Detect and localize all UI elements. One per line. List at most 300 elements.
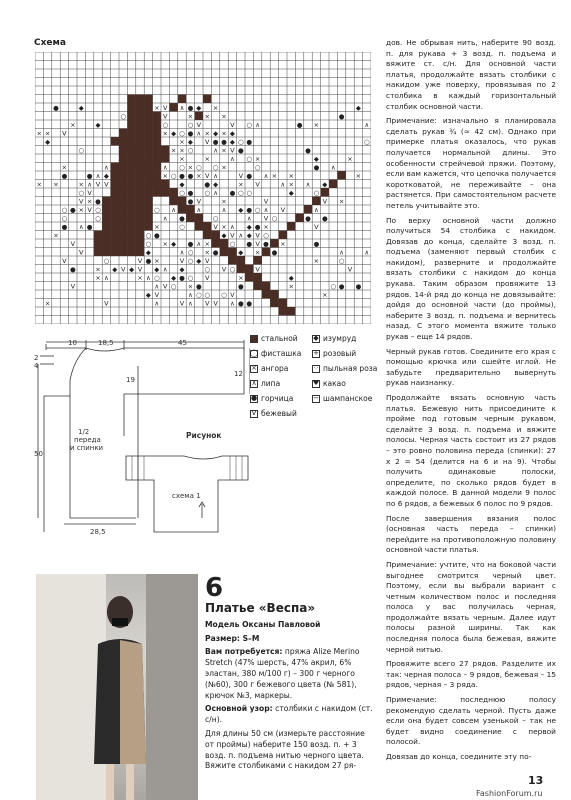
svg-text:∧: ∧ (196, 206, 202, 214)
dim-19: 19 (126, 376, 135, 384)
paragraph: Примечание: изначально я планировала сделать рукав ¾ (≈ 42 см). Однако при примерке платья оказалось, что рукав получается нормальной длины. Это особенности стрейчевой пряжи. Поэтому, если вам кажется, что цепочка получается коротковатой, не переживайте – она растянется. При самостоятельном расчете петель учитывайте это. (386, 116, 556, 210)
svg-text:×: × (162, 129, 168, 138)
svg-text:●: ● (313, 240, 320, 248)
legend-label: липа (261, 379, 281, 388)
svg-text:●: ● (69, 265, 76, 274)
svg-text:○: ○ (195, 163, 202, 172)
svg-text:◆: ◆ (171, 274, 177, 282)
svg-text:●: ● (195, 282, 202, 291)
svg-text:○: ○ (61, 214, 68, 223)
svg-text:●: ● (187, 104, 194, 112)
svg-text:×: × (204, 129, 210, 138)
svg-text:○: ○ (179, 163, 185, 172)
svg-text:V: V (196, 121, 202, 129)
svg-text:V: V (87, 189, 92, 197)
svg-text:×: × (221, 223, 227, 231)
materials-label: Вам потребуется: (205, 647, 283, 657)
svg-text:∧: ∧ (364, 121, 370, 129)
svg-text:◆: ◆ (112, 265, 118, 274)
svg-text:○: ○ (212, 214, 219, 223)
svg-text:●: ● (61, 172, 68, 180)
svg-text:×: × (280, 240, 286, 248)
svg-text:V: V (263, 197, 269, 206)
svg-text:×: × (204, 112, 210, 121)
pattern-label: Основной узор: (205, 704, 273, 714)
legend-label: шампанское (323, 394, 373, 403)
dot-icon: ● (250, 394, 258, 402)
svg-text:×: × (44, 129, 51, 138)
svg-text:V: V (62, 129, 67, 138)
svg-text:●: ● (305, 146, 311, 155)
legend-item (250, 409, 297, 418)
paragraph: Черный рукав готов. Соедините его края с помощью крючка или сшейте иглой. Не забудьте предварительно вывернуть рукав наизнанку. (386, 346, 556, 388)
svg-text:V: V (204, 138, 210, 146)
legend-item (312, 349, 356, 358)
legend-swatch-icon (250, 335, 258, 343)
legend-item (312, 334, 356, 343)
svg-text:×: × (288, 172, 294, 180)
svg-text:V: V (137, 257, 143, 265)
svg-text:●: ● (246, 172, 253, 180)
svg-text:×: × (221, 129, 227, 138)
svg-text:◆: ◆ (322, 180, 328, 189)
svg-text:●: ● (254, 223, 261, 231)
svg-text:○: ○ (187, 274, 194, 282)
legend-item (250, 394, 293, 403)
svg-text:×: × (221, 197, 227, 206)
svg-text:∧: ∧ (230, 299, 235, 308)
svg-text:○: ○ (246, 121, 253, 129)
svg-text:○: ○ (95, 206, 101, 214)
dim-45: 45 (178, 339, 187, 347)
svg-text:○: ○ (61, 206, 68, 214)
legend-label: фисташка (261, 349, 302, 358)
intro-text: Для длины 50 см (измерьте расстояние от проймы) наберите 150 возд. п. + 3 возд. п. подъема нитью черного цвета. Вяжите столбиками с накидом 27 ря- (205, 728, 365, 771)
svg-text:○: ○ (204, 265, 211, 274)
svg-text:×: × (154, 104, 160, 112)
svg-text:×: × (204, 248, 210, 257)
diamond-icon: ◆ (313, 334, 319, 342)
ring-icon: ◯ (250, 349, 258, 357)
svg-text:○: ○ (78, 189, 85, 197)
svg-text:×: × (254, 155, 261, 163)
svg-text:○: ○ (254, 163, 261, 172)
dim-18-5: 18,5 (98, 339, 114, 347)
svg-text:∧: ∧ (179, 104, 185, 112)
svg-text:×: × (187, 282, 194, 291)
svg-text:V: V (179, 257, 185, 265)
svg-text:∧: ∧ (238, 231, 244, 240)
svg-text:×: × (137, 274, 143, 282)
svg-text:●: ● (212, 138, 219, 146)
svg-text:×: × (162, 240, 168, 248)
svg-text:∧: ∧ (95, 172, 101, 180)
dim-2: 2 (34, 354, 39, 362)
svg-text:◆: ◆ (238, 248, 244, 257)
svg-text:∧: ∧ (78, 223, 84, 231)
svg-text:∧: ∧ (196, 240, 202, 248)
svg-text:×: × (221, 163, 227, 172)
svg-text:◆: ◆ (145, 248, 151, 257)
svg-text:∧: ∧ (263, 206, 269, 214)
legend-label: ангора (261, 364, 289, 373)
model-photo (36, 574, 198, 800)
svg-text:○: ○ (179, 129, 185, 138)
svg-text:●: ● (355, 282, 362, 291)
dim-10: 10 (68, 339, 77, 347)
materials-text: пряжа Alize Merino Stretch (47% шерсть, 47% акрил, 6% эластан, 380 м/100 г) – 300 г черного (№60), 300 г бежевого цвета (№ 581), крючок №3, маркеры. (205, 647, 360, 700)
svg-text:V: V (204, 299, 210, 308)
svg-text:●: ● (86, 223, 93, 231)
model-number: 6 (205, 573, 224, 603)
svg-text:×: × (154, 257, 160, 265)
plus-icon: + (313, 349, 319, 357)
svg-text:○: ○ (338, 257, 345, 265)
svg-text:●: ● (204, 180, 211, 189)
svg-text:◆: ◆ (238, 206, 244, 214)
svg-text:V: V (104, 299, 109, 308)
v-icon: V (251, 409, 257, 417)
model-title: Платье «Веспа» (205, 601, 316, 615)
legend-label: бежевый (261, 409, 297, 418)
svg-text:×: × (204, 240, 210, 248)
schema-title: Схема (34, 38, 66, 48)
legend-label: какао (323, 379, 346, 388)
svg-text:∧: ∧ (280, 180, 286, 189)
svg-text:V: V (204, 274, 210, 282)
svg-text:●: ● (179, 172, 185, 180)
svg-text:●: ● (212, 248, 219, 257)
legend-item (250, 364, 288, 373)
svg-text:○: ○ (237, 189, 244, 197)
legend-item (312, 379, 346, 388)
svg-text:×: × (179, 146, 185, 155)
svg-text:V: V (322, 197, 328, 206)
svg-text:○: ○ (187, 121, 194, 129)
svg-text:×: × (95, 274, 101, 282)
paragraph: дов. Не обрывая нить, наберите 90 возд. п. для рукава + 3 возд. п. подъема и вяжите ст. с/н. Для основной части платья, продолжайте вязать столбики с накидом уже поверху, провязывая по 2 столбика в каждый горизонтальный столбик основной части. (386, 38, 556, 111)
svg-text:∧: ∧ (221, 206, 227, 214)
svg-text:●: ● (338, 112, 345, 121)
svg-text:●: ● (305, 214, 311, 223)
paragraph: Провяжите всего 27 рядов. Разделите их так: черная полоса – 9 рядов, бежевая – 15 рядов, черная – 3 ряда. (386, 659, 556, 690)
svg-text:●: ● (246, 206, 253, 214)
svg-text:○: ○ (78, 146, 85, 155)
svg-text:○: ○ (170, 172, 177, 180)
svg-text:V: V (238, 172, 244, 180)
svg-text:○: ○ (313, 189, 320, 197)
svg-text:V: V (78, 197, 84, 206)
svg-text:◆: ◆ (179, 180, 185, 189)
svg-text:●: ● (271, 248, 278, 257)
svg-text:×: × (238, 274, 244, 282)
paragraph: Продолжайте вязать основную часть платья. Бежевую нить присоедините к пройме под готовым черным рукавом, сделайте 3 возд. п. подъема и вяжите полосы. Черная часть состоит из 27 рядов – это ровно половина переда (спинки): 27 х 2 = 54 (делится на 6 и на 9). Чтобы получить одинаковые полоски, определите, по сколько рядов будет в каждой полосе. В данной модели 9 полос по 6 рядов, а бежевых 6 полос по 9 рядов. (386, 393, 556, 508)
svg-text:V: V (162, 282, 168, 291)
svg-text:◆: ◆ (229, 138, 235, 146)
svg-text:V: V (154, 291, 160, 299)
svg-text:○: ○ (120, 112, 127, 121)
svg-text:∧: ∧ (213, 146, 218, 155)
svg-text:◆: ◆ (154, 265, 160, 274)
svg-text:×: × (53, 180, 59, 189)
svg-text:●: ● (296, 121, 303, 129)
svg-text:×: × (322, 291, 328, 299)
svg-text:V: V (213, 223, 218, 231)
svg-text:◆: ◆ (246, 231, 252, 240)
svg-text:×: × (196, 172, 202, 180)
svg-text:◆: ◆ (103, 172, 109, 180)
svg-text:○: ○ (229, 265, 236, 274)
svg-text:◆: ◆ (187, 138, 193, 146)
pattern-text: столбики с накидом (ст. с/н). (205, 704, 373, 725)
svg-text:×: × (313, 121, 320, 129)
svg-text:●: ● (86, 172, 93, 180)
svg-text:○: ○ (330, 282, 337, 291)
svg-text:∧: ∧ (162, 163, 168, 172)
svg-text:∧: ∧ (230, 223, 235, 231)
svg-text:●: ● (338, 282, 345, 291)
legend-item (250, 349, 301, 358)
legend-label: пыльная роза (323, 364, 378, 373)
svg-text:∧: ∧ (87, 180, 92, 189)
svg-text:∧: ∧ (179, 248, 185, 257)
svg-text:◆: ◆ (145, 291, 151, 299)
svg-text:◆: ◆ (221, 231, 227, 240)
svg-text:×: × (36, 129, 42, 138)
svg-text:V: V (70, 240, 76, 248)
svg-text:×: × (204, 155, 210, 163)
svg-text:∧: ∧ (162, 214, 168, 223)
svg-text:◆: ◆ (355, 104, 361, 112)
svg-text:○: ○ (254, 206, 261, 214)
svg-text:×: × (212, 104, 219, 112)
svg-text:●: ● (187, 129, 194, 138)
svg-text:×: × (347, 155, 353, 163)
scheme-label: схема 1 (172, 492, 201, 500)
svg-text:V: V (70, 282, 76, 291)
svg-text:×: × (78, 206, 84, 214)
svg-text:∧: ∧ (213, 189, 218, 197)
svg-text:×: × (179, 155, 185, 163)
svg-text:●: ● (313, 163, 320, 172)
legend-label: изумруд (323, 334, 357, 343)
svg-text:◆: ◆ (171, 129, 177, 138)
svg-text:V: V (62, 257, 67, 265)
svg-text:●: ● (321, 214, 328, 223)
svg-text:○: ○ (237, 138, 244, 146)
svg-text:◆: ◆ (213, 129, 219, 138)
svg-text:×: × (162, 172, 168, 180)
svg-text:V: V (87, 206, 92, 214)
svg-text:○: ○ (271, 214, 278, 223)
svg-text:∧: ∧ (339, 248, 344, 257)
svg-text:○: ○ (363, 138, 370, 146)
svg-text:○: ○ (103, 257, 110, 265)
svg-text:∧: ∧ (188, 291, 193, 299)
svg-text:∧: ∧ (330, 163, 336, 172)
garment-pattern (34, 336, 250, 536)
svg-text:●: ● (69, 206, 76, 214)
svg-text:V: V (120, 265, 126, 274)
legend-label: стальной (261, 334, 298, 343)
svg-text:×: × (70, 121, 76, 129)
svg-text:◆: ◆ (229, 129, 235, 138)
svg-text:V: V (213, 299, 218, 308)
svg-text:×: × (338, 197, 345, 206)
svg-text:×: × (170, 146, 177, 155)
svg-text:○: ○ (187, 146, 194, 155)
svg-text:○: ○ (187, 257, 194, 265)
knitting-chart (35, 52, 371, 324)
legend-label: розовый (323, 349, 357, 358)
dash-icon: − (313, 394, 319, 402)
svg-text:×: × (95, 265, 101, 274)
svg-text:×: × (154, 223, 160, 231)
main-pattern (205, 704, 373, 726)
svg-text:V: V (280, 206, 286, 214)
svg-text:○: ○ (162, 121, 169, 129)
lambda-icon: ∧ (251, 379, 257, 387)
cross-icon: × (251, 364, 257, 372)
svg-text:○: ○ (229, 240, 236, 248)
svg-text:○: ○ (95, 214, 101, 223)
svg-text:●: ● (263, 240, 269, 248)
svg-text:◆: ◆ (45, 138, 51, 146)
svg-text:○: ○ (204, 189, 211, 197)
svg-text:◆: ◆ (288, 274, 294, 282)
svg-text:○: ○ (153, 274, 160, 282)
paragraph: Примечание: учтите, что на боковой части выгоднее смотрится черный цвет. Поэтому, если вы выбрали вариант с четным количеством полос и последняя полоса у вас получилась черная, продолжайте вязать черным. Далее идут полосы разной ширины. Так как последняя полоса была бежевая, вяжите черной нитью. (386, 559, 556, 654)
svg-text:●: ● (221, 138, 227, 146)
svg-text:∧: ∧ (364, 248, 370, 257)
svg-text:V: V (204, 172, 210, 180)
svg-text:◆: ◆ (313, 155, 319, 163)
legend-item (312, 364, 377, 373)
svg-text:●: ● (61, 223, 68, 231)
svg-text:V: V (95, 180, 101, 189)
svg-text:V: V (255, 180, 260, 189)
svg-text:×: × (288, 180, 294, 189)
svg-text:●: ● (145, 257, 152, 265)
svg-text:×: × (221, 146, 227, 155)
svg-text:∧: ∧ (213, 172, 218, 180)
svg-text:◆: ◆ (171, 240, 177, 248)
svg-text:∧: ∧ (154, 299, 160, 308)
dim-50: 50 (34, 450, 43, 458)
paragraph: После завершения вязания полос (основная часть переда – спинки) перейдите на противоположную половину основной части платья. (386, 513, 556, 555)
svg-text:●: ● (187, 197, 194, 206)
paragraph: Довязав до конца, соедините эту по- (386, 752, 532, 761)
instructions-column (386, 38, 556, 767)
svg-text:×: × (313, 257, 320, 265)
svg-text:●: ● (187, 172, 194, 180)
svg-text:●: ● (246, 240, 253, 248)
svg-text:●: ● (153, 231, 160, 240)
svg-text:●: ● (237, 146, 244, 155)
model-size: Размер: S–M (205, 633, 260, 643)
svg-text:×: × (263, 223, 269, 231)
svg-text:○: ○ (246, 189, 253, 197)
svg-text:◆: ◆ (95, 121, 101, 129)
svg-text:○: ○ (179, 223, 185, 231)
svg-text:V: V (314, 223, 319, 231)
svg-text:V: V (162, 112, 168, 121)
svg-text:∧: ∧ (104, 163, 109, 172)
half-label-3: и спинки (70, 444, 104, 452)
svg-text:●: ● (187, 240, 194, 248)
svg-text:V: V (255, 265, 260, 274)
half-label-2: переда (74, 436, 101, 444)
svg-text:○: ○ (145, 240, 152, 248)
svg-text:×: × (187, 163, 194, 172)
svg-text:●: ● (179, 214, 185, 223)
svg-text:○: ○ (179, 189, 185, 197)
svg-text:V: V (162, 104, 168, 112)
heart-icon: ♥ (312, 379, 320, 387)
svg-text:●: ● (246, 299, 253, 308)
svg-text:×: × (271, 172, 278, 180)
svg-text:V: V (230, 121, 235, 129)
svg-text:∧: ∧ (188, 299, 193, 308)
svg-text:○: ○ (195, 291, 202, 299)
model-author: Модель Оксаны Павловой (205, 619, 321, 629)
svg-text:V: V (230, 231, 235, 240)
svg-text:V: V (255, 231, 260, 240)
svg-text:∧: ∧ (305, 180, 311, 189)
svg-text:○: ○ (145, 231, 152, 240)
dotted-icon: ⁘ (313, 364, 319, 372)
svg-text:∧: ∧ (255, 121, 260, 129)
svg-text:○: ○ (204, 291, 211, 299)
svg-text:×: × (238, 180, 244, 189)
svg-text:◆: ◆ (288, 189, 294, 197)
svg-text:∧: ∧ (314, 206, 319, 214)
legend-item (250, 334, 298, 343)
svg-text:×: × (86, 197, 93, 206)
svg-text:○: ○ (187, 248, 194, 257)
svg-text:●: ● (246, 138, 253, 146)
svg-text:○: ○ (246, 155, 253, 163)
legend-label: горчица (261, 394, 294, 403)
svg-text:●: ● (53, 104, 59, 112)
site-watermark: FashionForum.ru (476, 789, 543, 798)
svg-text:V: V (347, 265, 353, 274)
materials (205, 647, 373, 701)
svg-text:×: × (78, 180, 84, 189)
svg-text:∧: ∧ (104, 274, 109, 282)
svg-text:○: ○ (263, 231, 269, 240)
model-figure (36, 574, 198, 800)
svg-text:○: ○ (153, 206, 160, 214)
svg-text:○: ○ (170, 282, 177, 291)
svg-text:◆: ◆ (246, 223, 252, 231)
svg-text:◆: ◆ (129, 265, 135, 274)
svg-text:∧: ∧ (146, 274, 151, 282)
svg-text:×: × (44, 299, 51, 308)
svg-text:●: ● (229, 189, 236, 197)
svg-text:●: ● (95, 197, 101, 206)
svg-text:V: V (230, 291, 235, 299)
svg-text:∧: ∧ (246, 214, 252, 223)
svg-text:V: V (255, 240, 260, 248)
svg-text:V: V (230, 146, 235, 155)
svg-text:◆: ◆ (196, 257, 202, 265)
paragraph: По верху основной части должно получиться 54 столбика с накидом. Довязав до конца, сделайте 3 возд. п. подъема (заменяют первый столбик с накидом), разверните и продолжайте вязать столбики с накидом до конца рукава. Таким образом провяжите 13 рядов. 14-й ряд до конца не довязывайте: дойдя до основной части (до проймы), наберите 3 возд. п. подъема и вернитесь назад. С этого момента вяжите только рукав – еще 14 рядов. (386, 215, 556, 342)
svg-text:◆: ◆ (196, 104, 202, 112)
svg-text:◆: ◆ (78, 104, 84, 112)
svg-text:V: V (221, 265, 227, 274)
svg-text:∧: ∧ (162, 265, 168, 274)
